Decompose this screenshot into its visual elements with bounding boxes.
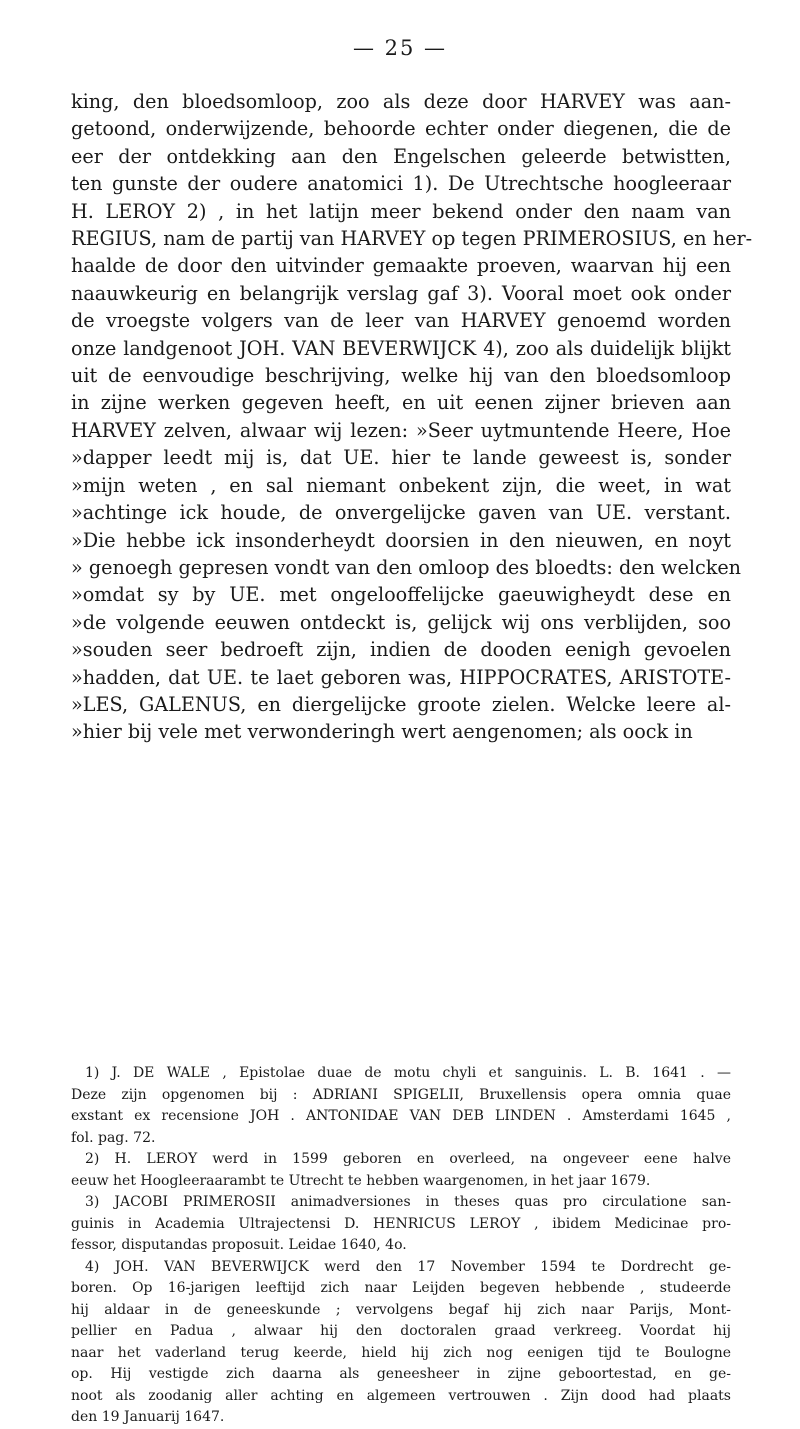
body-line: onze landgenoot JOH. VAN BEVERWIJCK 4), zoo als duidelijk blijkt	[71, 336, 731, 360]
body-text	[71, 88, 753, 746]
body-line: getoond, onderwijzende, behoorde echter onder diegenen, die de	[71, 117, 731, 141]
body-line: de vroegste volgers van de leer van HARVEY genoemd worden	[71, 309, 731, 333]
body-line: eer der ontdekking aan den Engelschen geleerde betwistten,	[71, 144, 731, 168]
body-line: »souden seer bedroeft zijn, indien de dooden eenigh gevoelen	[71, 638, 731, 662]
body-line: »LES, GALENUS, en diergelijcke groote zielen. Welcke leere al-	[71, 692, 731, 716]
footnote-3	[71, 1192, 731, 1257]
body-line: »Die hebbe ick insonderheydt doorsien in den nieuwen, en noyt	[71, 528, 731, 552]
footnote-line: fol. pag. 72.	[71, 1129, 156, 1146]
footnote-line: pellier en Padua , alwaar hij den doctoralen graad verkreeg. Voordat hij	[71, 1323, 731, 1339]
footnote-4	[71, 1257, 731, 1429]
body-line: »dapper leedt mij is, dat UE. hier te lande geweest is, sonder	[71, 446, 731, 470]
footnote-line: Deze zijn opgenomen bij : ADRIANI SPIGELII, Bruxellensis opera omnia quae	[71, 1086, 731, 1103]
footnote-line: 4) JOH. VAN BEVERWIJCK werd den 17 November 1594 te Dordrecht ge-	[85, 1258, 731, 1275]
footnotes	[71, 1063, 731, 1429]
body-line: »mijn weten , en sal niemant onbekent zijn, die weet, in wat	[71, 473, 731, 497]
body-line: » genoegh gepresen vondt van den omloop des bloedts: den welcken	[71, 555, 742, 579]
footnote-line: hij aldaar in de geneeskunde ; vervolgens begaf hij zich naar Parijs, Mont-	[71, 1301, 731, 1318]
body-line: REGIUS, nam de partij van HARVEY op tegen PRIMEROSIUS, en her-	[71, 227, 753, 251]
footnote-line: fessor, disputandas proposuit. Leidae 1640, 4o.	[71, 1237, 407, 1253]
footnote-line: boren. Op 16-jarigen leeftijd zich naar Leijden begeven hebbende , studeerde	[71, 1280, 731, 1296]
body-line: king, den bloedsomloop, zoo als deze door HARVEY was aan-	[71, 90, 731, 113]
body-line: naauwkeurig en belangrijk verslag gaf 3). Vooral moet ook onder	[71, 281, 731, 305]
footnote-line: 3) JACOBI PRIMEROSII animadversiones in theses quas pro circulatione san-	[85, 1194, 731, 1210]
body-line: ten gunste der oudere anatomici 1). De Utrechtsche hoogleeraar	[71, 172, 731, 196]
footnote-line: guinis in Academia Ultrajectensi D. HENRICUS LEROY , ibidem Medicinae pro-	[71, 1215, 731, 1232]
body-line: »hadden, dat UE. te laet geboren was, HIPPOCRATES, ARISTOTE-	[71, 665, 731, 689]
page-number: — 25 —	[352, 36, 448, 60]
footnote-line: exstant ex recensione JOH . ANTONIDAE VAN DEB LINDEN . Amsterdami 1645 ,	[71, 1108, 731, 1124]
body-line: »achtinge ick houde, de onvergelijcke gaven van UE. verstant.	[71, 501, 731, 525]
body-line: HARVEY zelven, alwaar wij lezen: »Seer uytmuntende Heere, Hoe	[71, 418, 731, 442]
footnote-line: 2) H. LEROY werd in 1599 geboren en overleed, na ongeveer eene halve	[85, 1151, 731, 1167]
footnote-line: op. Hij vestigde zich daarna als geneesheer in zijne geboortestad, en ge-	[71, 1366, 731, 1382]
footnote-line: noot als zoodanig aller achting en algemeen vertrouwen . Zijn dood had plaats	[71, 1387, 731, 1404]
footnote-1	[71, 1063, 731, 1149]
body-line: haalde de door den uitvinder gemaakte proeven, waarvan hij een	[71, 254, 731, 278]
footnote-line: den 19 Januarij 1647.	[71, 1409, 225, 1425]
body-line: »omdat sy by UE. met ongelooffelijcke gaeuwigheydt dese en	[71, 583, 731, 607]
body-line: »de volgende eeuwen ontdeckt is, gelijck wij ons verblijden, soo	[71, 610, 731, 634]
footnote-2	[71, 1149, 731, 1192]
body-line: H. LEROY 2) , in het latijn meer bekend onder den naam van	[71, 199, 731, 223]
footnote-line: 1) J. DE WALE , Epistolae duae de motu chyli et sanguinis. L. B. 1641 . —	[85, 1065, 731, 1081]
body-line: »hier bij vele met verwonderingh wert aengenomen; als oock in	[71, 720, 693, 744]
body-line: in zijne werken gegeven heeft, en uit eenen zijner brieven aan	[71, 391, 731, 415]
footnote-line: eeuw het Hoogleeraarambt te Utrecht te hebben waargenomen, in het jaar 1679.	[71, 1172, 651, 1189]
footnote-line: naar het vaderland terug keerde, hield hij zich nog eenigen tijd te Boulogne	[71, 1344, 731, 1361]
body-line: uit de eenvoudige beschrijving, welke hij van den bloedsomloop	[71, 364, 731, 388]
